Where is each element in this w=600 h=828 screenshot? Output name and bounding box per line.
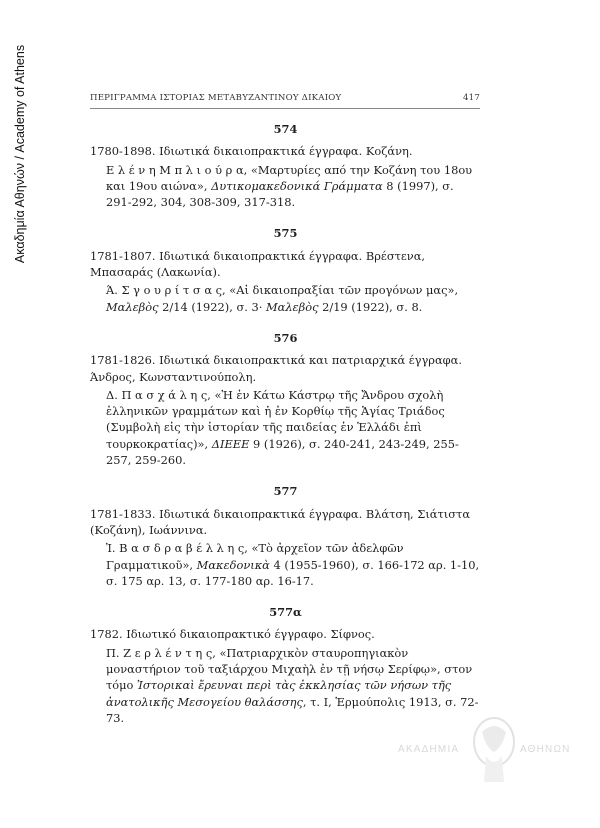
- entry-number: 577: [273, 484, 298, 499]
- reference-author: Ἰ. Β α σ δ ρ α β έ λ λ η ς,: [106, 541, 248, 556]
- entry-number: 577α: [269, 605, 302, 620]
- archive-side-label-text: Ακαδημία Αθηνών / Academy of Athens: [13, 44, 27, 264]
- entry-heading: 1781-1833. Ιδιωτικά δικαιοπρακτικά έγγραφα. Βλάτση, Σιάτιστα (Κοζάνη), Ιωάννινα.: [90, 506, 471, 537]
- running-header-title: ΠΕΡΙΓΡΑΜΜΑ ΙΣΤΟΡΙΑΣ ΜΕΤΑΒΥΖΑΝΤΙΝΟΥ ΔΙΚΑΙΟΥ: [90, 93, 342, 103]
- entry-number: 575: [273, 226, 298, 241]
- reference-journal: Δυτικομακεδονικά Γράμματα: [211, 178, 383, 193]
- watermark-text-right: ΑΘΗΝΩΝ: [520, 744, 571, 755]
- entry-reference: [90, 162, 481, 211]
- reference-author: Ε λ έ ν η Μ π λ ι ο ύ ρ α,: [106, 162, 248, 177]
- entry-number: 574: [273, 122, 298, 136]
- reference-details: 8 (1997), σ. 291-292, 304, 308-309, 317-318.: [106, 178, 454, 210]
- entry-reference: [90, 387, 481, 468]
- page-number: 417: [462, 93, 480, 103]
- reference-author: Π. Ζ ε ρ λ έ ν τ η ς,: [106, 645, 216, 660]
- reference-author: Ά. Σ γ ο υ ρ ί τ σ α ς,: [106, 283, 226, 298]
- reference-title: «Μαρτυρίες από την Κοζάνη του 18ου και 19ου αιώνα»,: [106, 162, 473, 193]
- reference-journal: Μακεδονικὰ: [196, 557, 270, 572]
- reference-title: «Ἡ ἐν Κάτω Κάστρῳ τῆς Ἄνδρου σχολὴ ἑλληνικῶν γραμμάτων καὶ ἡ ἐν Κορθίῳ τῆς Ἁγίας Τριάδος (Συμβολὴ εἰς τὴν ἱστορίαν τῆς παιδείας ἐν Ἑλλάδι ἐπὶ τουρκοκρατίας)»,: [106, 387, 445, 451]
- running-header: [90, 93, 480, 103]
- reference-title: «Αἱ δικαιοπραξίαι τῶν προγόνων μας»,: [225, 283, 459, 298]
- entry-heading: 1780-1898. Ιδιωτικά δικαιοπρακτικά έγγραφα. Κοζάνη.: [90, 144, 413, 159]
- entry-reference: [90, 540, 481, 589]
- entry-number: 576: [273, 330, 298, 345]
- reference-journal: Μαλεβὸς: [106, 299, 159, 314]
- archive-side-label: [8, 34, 32, 274]
- reference-author: Δ. Π α σ χ ά λ η ς,: [106, 387, 211, 402]
- reference-details: 2/19 (1922), σ. 8.: [318, 299, 423, 314]
- academy-watermark: [398, 708, 578, 798]
- entry: [90, 121, 481, 210]
- reference-title: «Πατριαρχικὸν σταυροπηγιακὸν μοναστήριον τοῦ ταξιάρχου Μιχαὴλ ἐν τῇ νήσῳ Σερίφῳ», στον τόμο: [106, 645, 473, 693]
- header-rule: [90, 108, 480, 109]
- reference-title: «Τὸ ἀρχεῖον τῶν ἀδελφῶν Γραμματικοῦ»,: [106, 541, 404, 572]
- entry: [90, 330, 481, 468]
- reference-details: 4 (1955-1960), σ. 166-172 αρ. 1-10, σ. 175 αρ. 13, σ. 177-180 αρ. 16-17.: [106, 557, 480, 588]
- entry: [90, 225, 481, 314]
- reference-journal: Ἱστορικαὶ ἔρευναι περὶ τὰς ἐκκλησίας τῶν νήσων τῆς ἀνατολικῆς Μεσογείου θαλάσσης: [106, 678, 452, 709]
- entry-heading: 1781-1807. Ιδιωτικά δικαιοπρακτικά έγγραφα. Βρέστενα, Μπασαράς (Λακωνία).: [90, 248, 426, 280]
- reference-journal: ΔΙΕΕΕ: [211, 436, 250, 451]
- reference-details: , τ. Ι, Ἑρμούπολις 1913, σ. 72-73.: [106, 694, 479, 725]
- reference-journal: Μαλεβὸς: [265, 299, 319, 314]
- entry-reference: [90, 282, 481, 315]
- entry-heading: 1781-1826. Ιδιωτικά δικαιοπρακτικά και πατριαρχικά έγγραφα. Άνδρος, Κωνσταντινούπολη.: [90, 353, 462, 384]
- entry-heading: 1782. Ιδιωτικό δικαιοπρακτικό έγγραφο. Σίφνος.: [90, 627, 375, 642]
- reference-details: 2/14 (1922), σ. 3·: [158, 299, 266, 314]
- academy-emblem-icon: [464, 712, 524, 792]
- reference-details: 9 (1926), σ. 240-241, 243-249, 255-257, 259-260.: [106, 436, 459, 468]
- page-body: [90, 121, 481, 741]
- watermark-text-left: ΑΚΑΔΗΜΙΑ: [398, 744, 460, 755]
- entry: [90, 483, 481, 589]
